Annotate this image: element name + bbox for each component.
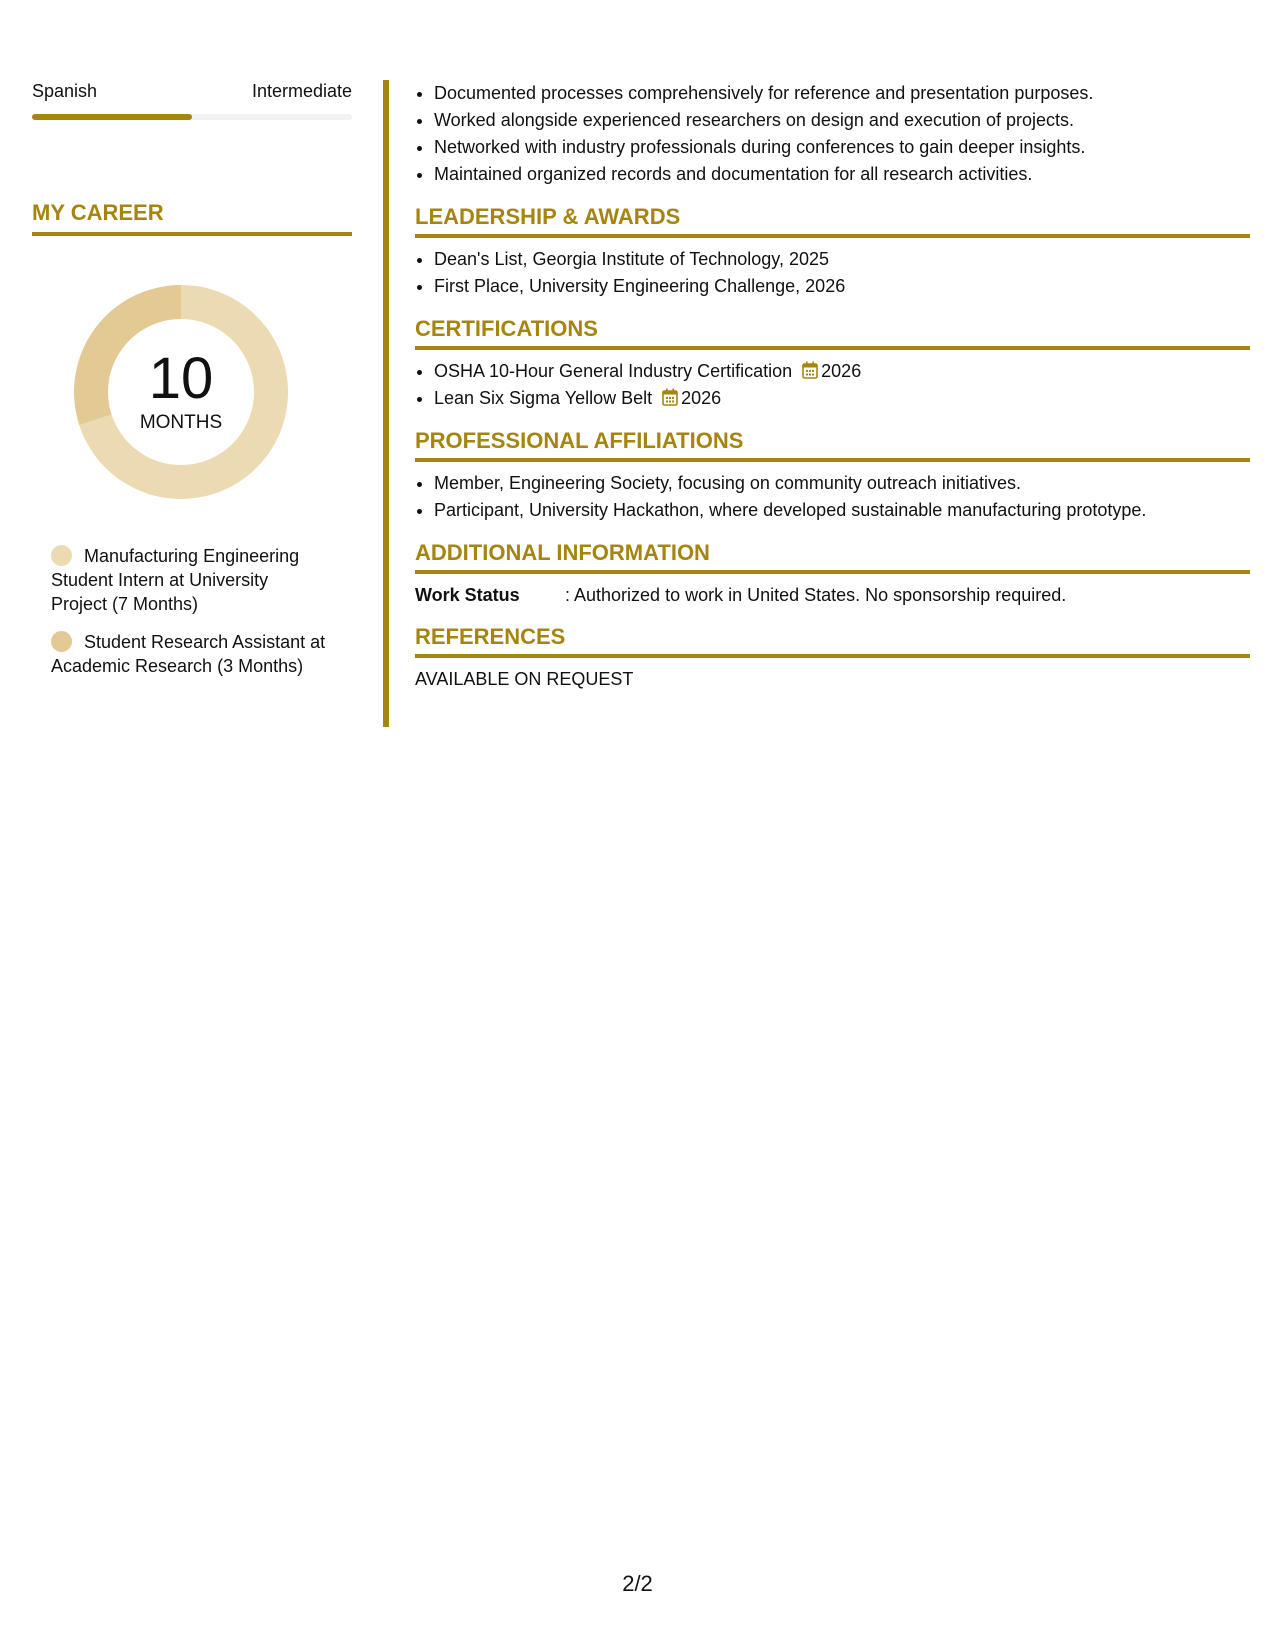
- references-text: AVAILABLE ON REQUEST: [415, 669, 634, 689]
- career-total-unit: MONTHS: [139, 412, 223, 433]
- leadership-heading: LEADERSHIP & AWARDS: [415, 204, 1250, 238]
- career-total-value: 10: [148, 346, 214, 411]
- legend-dot-icon: [51, 631, 72, 652]
- career-legend-item: [51, 544, 326, 616]
- sidebar: [32, 80, 352, 692]
- additional-info-heading: ADDITIONAL INFORMATION: [415, 540, 1250, 574]
- list-item: • Dean's List, Georgia Institute of Technology, 2025: [434, 246, 1250, 273]
- list-item: [434, 358, 1250, 385]
- work-status-value: : Authorized to work in United States. No sponsorship required.: [565, 585, 1067, 605]
- affiliations-list: [415, 470, 1250, 524]
- main-content: [415, 80, 1250, 692]
- language-row: [32, 80, 352, 102]
- career-legend-item: [51, 630, 326, 678]
- list-item: • Documented processes comprehensively for reference and presentation purposes.: [434, 80, 1250, 107]
- certifications-heading: CERTIFICATIONS: [415, 316, 1250, 350]
- calendar-icon: [802, 361, 818, 379]
- language-proficiency-fill: [32, 114, 192, 120]
- column-divider: [383, 80, 389, 727]
- calendar-icon: [662, 388, 678, 406]
- leadership-list: [415, 246, 1250, 300]
- certification-year: 2026: [681, 388, 722, 408]
- career-legend: [32, 544, 326, 678]
- list-item: • Worked alongside experienced researchers on design and execution of projects.: [434, 107, 1250, 134]
- list-item: [434, 385, 1250, 412]
- certification-name: OSHA 10-Hour General Industry Certification: [434, 361, 793, 381]
- list-item: • Participant, University Hackathon, where developed sustainable manufacturing prototype.: [434, 497, 1250, 524]
- career-legend-label: Student Research Assistant at Academic Research (3 Months): [51, 632, 326, 676]
- affiliations-heading: PROFESSIONAL AFFILIATIONS: [415, 428, 1250, 462]
- donut-center: [67, 278, 295, 506]
- work-status-label: Work Status: [415, 585, 520, 605]
- list-item: • Networked with industry professionals during conferences to gain deeper insights.: [434, 134, 1250, 161]
- language-name: Spanish: [32, 81, 98, 101]
- language-level: Intermediate: [251, 81, 352, 101]
- certification-year: 2026: [821, 361, 862, 381]
- career-donut-chart: [67, 278, 295, 506]
- certifications-list: [415, 358, 1250, 412]
- certification-name: Lean Six Sigma Yellow Belt: [434, 388, 653, 408]
- language-proficiency-bar: [32, 114, 352, 120]
- career-legend-label: Manufacturing Engineering Student Intern at University Project (7 Months): [51, 546, 300, 614]
- list-item: • Maintained organized records and documentation for all research activities.: [434, 161, 1250, 188]
- list-item: • First Place, University Engineering Challenge, 2026: [434, 273, 1250, 300]
- career-heading: MY CAREER: [32, 200, 352, 236]
- legend-dot-icon: [51, 545, 72, 566]
- experience-bullets: [415, 80, 1250, 188]
- references-heading: REFERENCES: [415, 624, 1250, 658]
- list-item: • Member, Engineering Society, focusing on community outreach initiatives.: [434, 470, 1250, 497]
- page-number: 2/2: [622, 1571, 653, 1596]
- work-status-row: [415, 582, 1250, 608]
